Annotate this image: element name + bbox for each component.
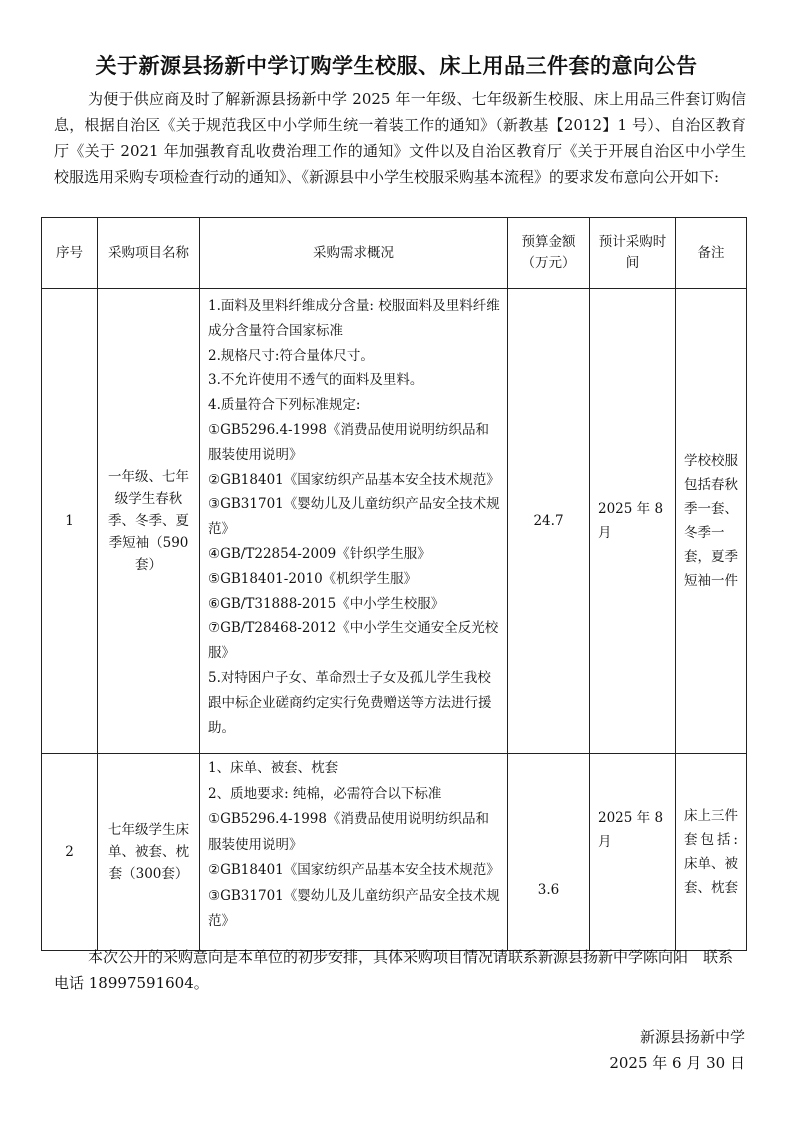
requirement-line: 1.面料及里料纤维成分含量: 校服面料及里料纤维成分含量符合国家标准	[208, 298, 500, 339]
requirement-line: ①GB5296.4-1998《消费品使用说明纺织品和服装使用说明》	[208, 811, 489, 853]
row-no: 2	[42, 754, 98, 951]
signature-date: 2025 年 6 月 30 日	[609, 1054, 745, 1072]
row-remarks: 学校校服包括春秋季一套、冬季一套，夏季短袖一件	[676, 289, 747, 754]
requirement-line: 2、质地要求: 纯棉，必需符合以下标准	[208, 785, 442, 802]
table-row	[42, 289, 747, 754]
row-no: 1	[42, 289, 98, 754]
requirement-line: ③GB31701《婴幼儿及儿童纺织产品安全技术规范》	[208, 887, 500, 929]
header-name: 采购项目名称	[98, 218, 200, 289]
requirement-line: 3.不允许使用不透气的面料及里料。	[208, 372, 424, 389]
requirement-line: ⑦GB/T28468-2012《中小学生交通安全反光校服》	[208, 620, 499, 662]
requirement-line: 5.对特困户子女、革命烈士子女及孤儿学生我校跟中标企业磋商约定实行免费赠送等方法进行援助。	[208, 669, 492, 736]
row-requirements	[200, 754, 508, 951]
row-budget: 3.6	[537, 882, 560, 898]
signature-block	[609, 1024, 745, 1076]
remarks-line: 床上三件套包括: 床单、被	[684, 808, 738, 872]
row-budget: 24.7	[508, 289, 590, 754]
requirement-line: ①GB5296.4-1998《消费品使用说明纺织品和服装使用说明》	[208, 421, 489, 463]
row-item-name: 七年级学生床单、被套、枕套（300套）	[98, 754, 200, 951]
requirement-line: ②GB18401《国家纺织产品基本安全技术规范》	[208, 862, 500, 878]
row-remarks	[676, 754, 747, 951]
table-row	[42, 754, 747, 951]
header-remarks: 备注	[676, 218, 747, 289]
requirement-line: ②GB18401《国家纺织产品基本安全技术规范》	[208, 471, 500, 488]
signature-org: 新源县扬新中学	[639, 1028, 745, 1046]
requirement-line: 2.规格尺寸:符合量体尺寸。	[208, 347, 374, 364]
row-budget-cell	[508, 754, 590, 951]
contact-paragraph: 本次公开的采购意向是本单位的初步安排，具体采购项目情况请联系新源县扬新中学陈向阳 联系电话 18997591604。	[54, 948, 734, 992]
header-no: 序号	[42, 218, 98, 289]
header-requirements: 采购需求概况	[200, 218, 508, 289]
requirement-line: ⑤GB18401-2010《机织学生服》	[208, 570, 418, 587]
intro-paragraph: 为便于供应商及时了解新源县扬新中学 2025 年一年级、七年级新生校服、床上用品三件套订购信息，根据自治区《关于规范我区中小学师生统一着装工作的通知》（新教基【2012】1 号）、自治区教育厅《关于 2021 年加强教育乱收费治理工作的通知》文件以及自治区教育厅《关于开展自治区中小学生校服选用采购专项检查行动的通知》、《新源县中小学生校服采购基本流程》的要求发布意向公开如下:	[54, 90, 746, 186]
row-time: 2025 年 8 月	[590, 289, 676, 754]
procurement-table	[41, 217, 747, 951]
requirement-line: ③GB31701《婴幼儿及儿童纺织产品安全技术规范》	[208, 496, 500, 538]
row-time: 2025 年 8 月	[598, 810, 664, 850]
table-header-row	[42, 218, 747, 289]
requirement-line: 1、床单、被套、枕套	[208, 760, 339, 776]
requirement-line: ⑥GB/T31888-2015《中小学生校服》	[208, 595, 445, 612]
header-budget: 预算金额（万元）	[508, 218, 590, 289]
remarks-line: 套、枕套	[684, 880, 738, 896]
row-requirements	[200, 289, 508, 754]
requirement-line: 4.质量符合下列标准规定:	[208, 397, 361, 414]
header-time: 预计采购时间	[590, 218, 676, 289]
row-item-name: 一年级、七年级学生春秋季、冬季、夏季短袖（590套）	[98, 289, 200, 754]
row-time-cell	[590, 754, 676, 951]
notice-title: 关于新源县扬新中学订购学生校服、床上用品三件套的意向公告	[95, 54, 698, 78]
requirement-line: ④GB/T22854-2009《针织学生服》	[208, 545, 431, 562]
